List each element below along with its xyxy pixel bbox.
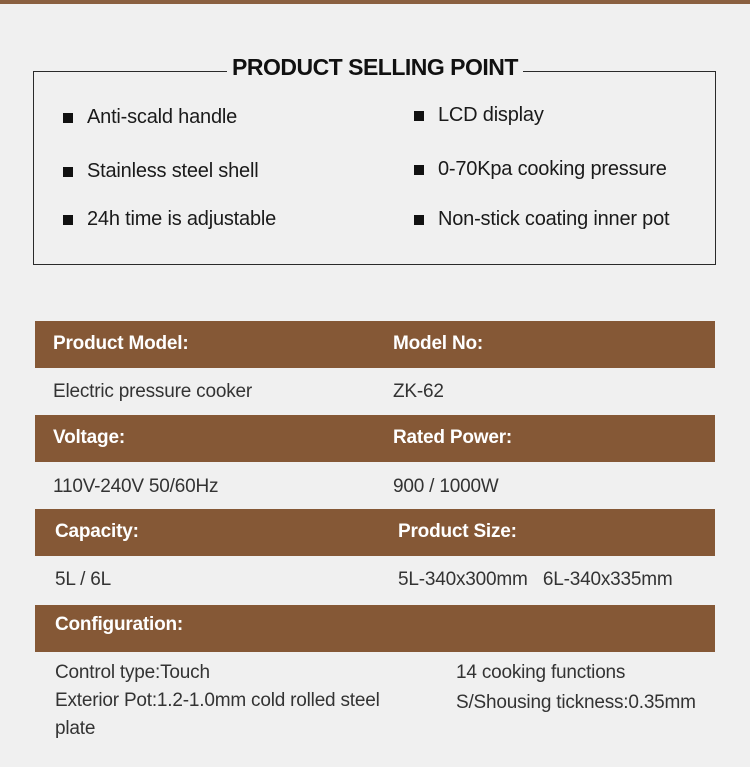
square-bullet-icon	[414, 111, 424, 121]
square-bullet-icon	[63, 215, 73, 225]
selling-point-item: Non-stick coating inner pot	[414, 208, 669, 231]
product-model-value: Electric pressure cooker	[53, 381, 252, 402]
top-decorative-band	[0, 0, 750, 4]
selling-point-item: LCD display	[414, 104, 544, 127]
product-size-value: 5L-340x300mm 6L-340x335mm	[398, 569, 673, 590]
capacity-label: Capacity:	[55, 521, 139, 542]
selling-point-item: Stainless steel shell	[63, 160, 258, 183]
configuration-cooking-functions: 14 cooking functions	[456, 662, 626, 683]
product-model-label: Product Model:	[53, 333, 189, 354]
square-bullet-icon	[414, 165, 424, 175]
selling-point-item: 24h time is adjustable	[63, 208, 276, 231]
model-no-label: Model No:	[393, 333, 484, 354]
configuration-exterior-pot: Exterior Pot:1.2-1.0mm cold rolled steel	[55, 690, 380, 711]
rated-power-label: Rated Power:	[393, 427, 513, 448]
spec-header-bar-voltage	[35, 415, 715, 462]
rated-power-value: 900 / 1000W	[393, 476, 499, 497]
configuration-label: Configuration:	[55, 614, 184, 635]
product-size-label: Product Size:	[398, 521, 517, 542]
voltage-label: Voltage:	[53, 427, 125, 448]
selling-point-item: 0-70Kpa cooking pressure	[414, 158, 667, 181]
square-bullet-icon	[414, 215, 424, 225]
selling-point-title: PRODUCT SELLING POINT	[0, 54, 750, 81]
capacity-value: 5L / 6L	[55, 569, 111, 590]
configuration-housing-thickness: S/Shousing tickness:0.35mm	[456, 692, 696, 713]
selling-point-item: Anti-scald handle	[63, 106, 237, 129]
square-bullet-icon	[63, 113, 73, 123]
configuration-exterior-pot-cont: plate	[55, 718, 96, 739]
voltage-value: 110V-240V 50/60Hz	[53, 476, 219, 497]
model-no-value: ZK-62	[393, 381, 444, 402]
square-bullet-icon	[63, 167, 73, 177]
configuration-control-type: Control type:Touch	[55, 662, 210, 683]
